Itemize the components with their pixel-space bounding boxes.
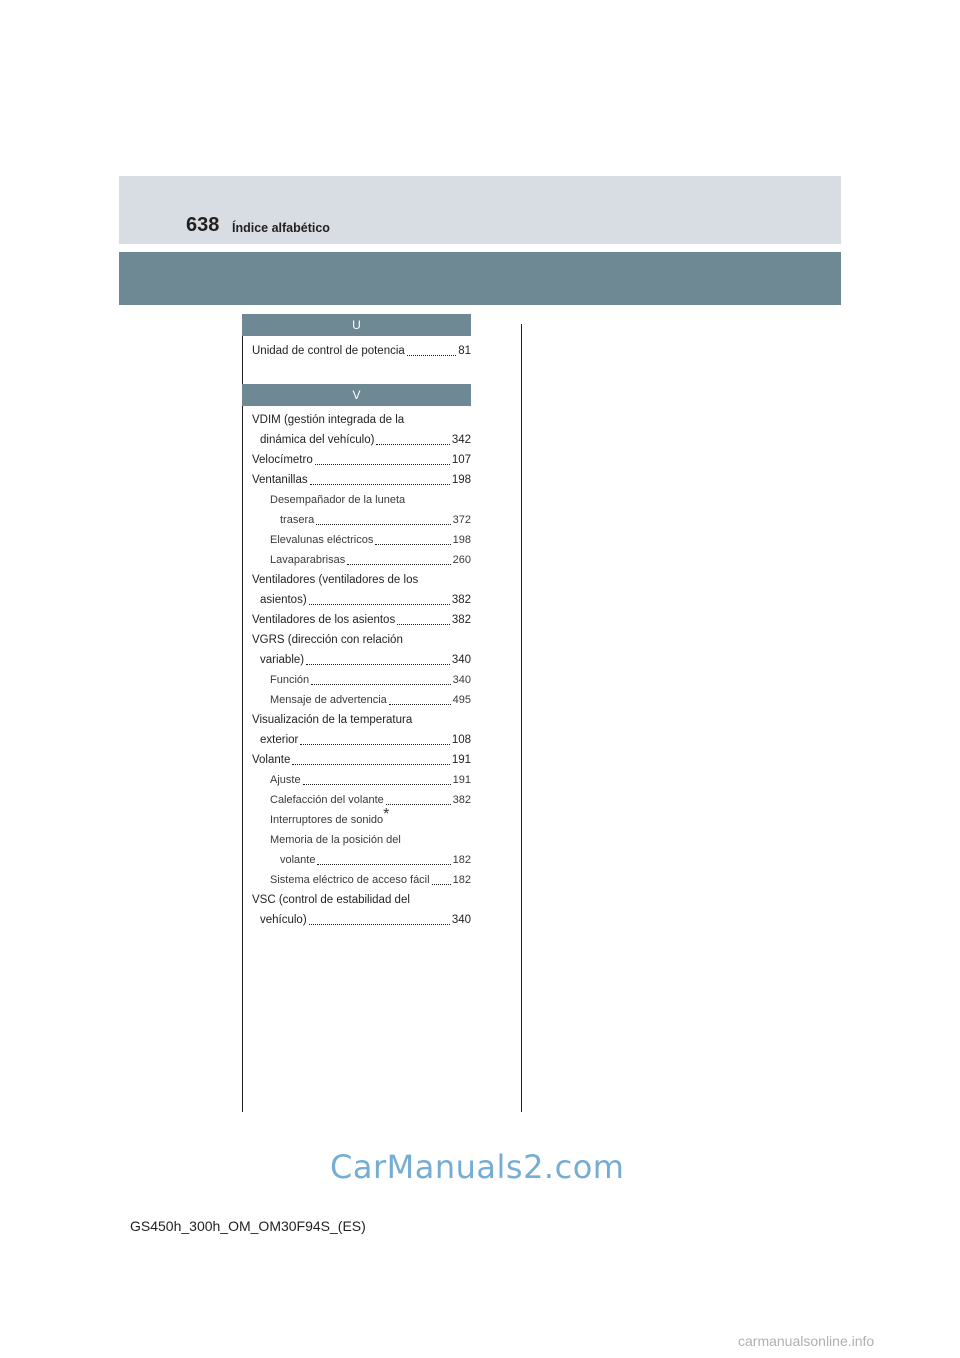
index-entry-velocimetro[interactable] bbox=[252, 450, 471, 470]
entry-label: exterior bbox=[260, 734, 299, 746]
index-subentry-mensaje[interactable] bbox=[252, 690, 471, 710]
watermark-logo: CarManuals2.com bbox=[330, 1148, 625, 1186]
entry-label: Velocímetro bbox=[252, 454, 313, 466]
entry-page: 107 bbox=[451, 454, 471, 466]
index-entry[interactable] bbox=[252, 341, 471, 361]
leader-dots bbox=[386, 804, 451, 805]
entry-label: Interruptores de sonido bbox=[270, 814, 384, 826]
entry-page: 382 bbox=[452, 794, 471, 806]
leader-dots bbox=[397, 624, 450, 625]
entry-page: 182 bbox=[452, 854, 471, 866]
entry-label: Mensaje de advertencia bbox=[270, 694, 387, 706]
leader-dots bbox=[303, 784, 451, 785]
index-entry-volante[interactable] bbox=[252, 750, 471, 770]
entry-page: 340 bbox=[451, 654, 471, 666]
left-column-rule bbox=[242, 336, 243, 1112]
entry-page: 342 bbox=[451, 434, 471, 446]
index-subentry-memoria-line1[interactable]: Memoria de la posición del bbox=[270, 834, 401, 846]
entry-label: asientos) bbox=[260, 594, 307, 606]
watermark-url: carmanualsonline.info bbox=[738, 1333, 875, 1349]
entry-page: 198 bbox=[451, 474, 471, 486]
index-list-u bbox=[252, 341, 471, 361]
index-entry-ventiladores-asientos[interactable] bbox=[252, 610, 471, 630]
index-subentry-memoria[interactable] bbox=[252, 850, 471, 870]
entry-page: 495 bbox=[452, 694, 471, 706]
index-entry-visualizacion[interactable] bbox=[252, 730, 471, 750]
header-top-band bbox=[119, 176, 841, 244]
index-subentry-desempanador-line1[interactable]: Desempañador de la luneta bbox=[270, 494, 406, 506]
entry-page: 382 bbox=[451, 594, 471, 606]
leader-dots bbox=[317, 864, 450, 865]
leader-dots bbox=[407, 355, 456, 356]
letter-header-v: V bbox=[242, 384, 471, 406]
entry-page: 340 bbox=[452, 674, 471, 686]
index-subentry-elevalunas[interactable] bbox=[252, 530, 471, 550]
index-list-v bbox=[252, 410, 471, 930]
header-color-band bbox=[119, 252, 841, 305]
entry-page: 182 bbox=[452, 874, 471, 886]
entry-label: Volante bbox=[252, 754, 291, 766]
entry-page: 198 bbox=[452, 534, 471, 546]
index-subentry-ajuste[interactable] bbox=[252, 770, 471, 790]
index-entry-ventiladores-line1[interactable]: Ventiladores (ventiladores de los bbox=[252, 574, 419, 586]
entry-label: Calefacción del volante bbox=[270, 794, 384, 806]
right-column-rule bbox=[521, 324, 522, 1112]
leader-dots bbox=[315, 464, 450, 465]
index-entry-vsc-line1[interactable]: VSC (control de estabilidad del bbox=[252, 894, 410, 906]
entry-label: Unidad de control de potencia bbox=[252, 345, 405, 357]
entry-page: 108 bbox=[451, 734, 471, 746]
entry-label: Ventanillas bbox=[252, 474, 308, 486]
index-entry-vgrs-line1[interactable]: VGRS (dirección con relación bbox=[252, 634, 403, 646]
index-subentry-calefaccion[interactable] bbox=[252, 790, 471, 810]
index-subentry-funcion[interactable] bbox=[252, 670, 471, 690]
index-entry-vgrs[interactable] bbox=[252, 650, 471, 670]
leader-dots bbox=[432, 884, 451, 885]
leader-dots bbox=[376, 444, 449, 445]
entry-page: 340 bbox=[451, 914, 471, 926]
footnote-asterisk: * bbox=[383, 806, 390, 823]
index-entry-vdim-line1[interactable]: VDIM (gestión integrada de la bbox=[252, 414, 405, 426]
page-number: 638 bbox=[186, 214, 220, 236]
leader-dots bbox=[375, 544, 450, 545]
index-subentry-sistema[interactable] bbox=[252, 870, 471, 890]
entry-label: Ajuste bbox=[270, 774, 301, 786]
model-code: GS450h_300h_OM_OM30F94S_(ES) bbox=[130, 1218, 366, 1234]
leader-dots bbox=[306, 664, 450, 665]
entry-label: dinámica del vehículo) bbox=[260, 434, 375, 446]
letter-header-u: U bbox=[242, 314, 471, 336]
index-subentry-lavaparabrisas[interactable] bbox=[252, 550, 471, 570]
entry-label: Lavaparabrisas bbox=[270, 554, 346, 566]
entry-label: vehículo) bbox=[260, 914, 307, 926]
index-entry-vsc[interactable] bbox=[252, 910, 471, 930]
entry-label: variable) bbox=[260, 654, 305, 666]
entry-label: Elevalunas eléctricos bbox=[270, 534, 374, 546]
entry-page: 372 bbox=[452, 514, 471, 526]
index-entry-ventanillas[interactable] bbox=[252, 470, 471, 490]
leader-dots bbox=[311, 684, 451, 685]
section-title: Índice alfabético bbox=[232, 221, 330, 235]
leader-dots bbox=[310, 484, 450, 485]
index-subentry-desempanador[interactable] bbox=[252, 510, 471, 530]
entry-page: 81 bbox=[458, 345, 471, 357]
index-entry-visualizacion-line1[interactable]: Visualización de la temperatura bbox=[252, 714, 413, 726]
leader-dots bbox=[309, 604, 450, 605]
entry-label: trasera bbox=[280, 514, 315, 526]
entry-label: Función bbox=[270, 674, 310, 686]
entry-page: 191 bbox=[451, 754, 471, 766]
entry-page: 191 bbox=[452, 774, 471, 786]
index-subentry-interruptores[interactable] bbox=[252, 806, 471, 830]
entry-label: Sistema eléctrico de acceso fácil bbox=[270, 874, 430, 886]
leader-dots bbox=[300, 744, 449, 745]
entry-label: volante bbox=[280, 854, 316, 866]
leader-dots bbox=[292, 764, 449, 765]
entry-label: Ventiladores de los asientos bbox=[252, 614, 396, 626]
leader-dots bbox=[347, 564, 450, 565]
leader-dots bbox=[309, 924, 450, 925]
leader-dots bbox=[389, 704, 451, 705]
index-entry-ventiladores[interactable] bbox=[252, 590, 471, 610]
index-entry-vdim[interactable] bbox=[252, 430, 471, 450]
entry-page: 382 bbox=[451, 614, 471, 626]
leader-dots bbox=[316, 524, 450, 525]
entry-page: 260 bbox=[452, 554, 471, 566]
